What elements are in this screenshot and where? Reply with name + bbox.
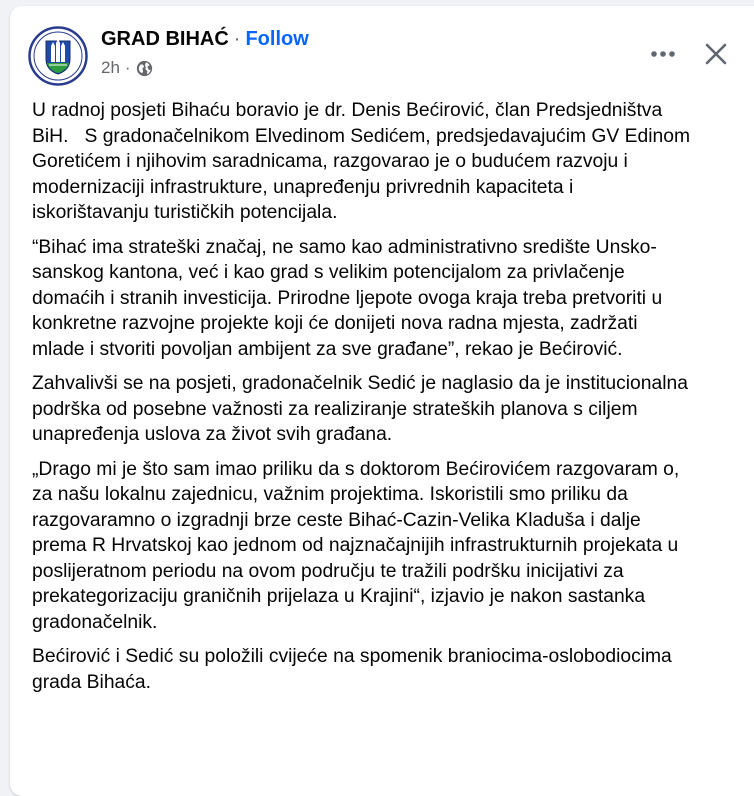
text-line: razgovaramno o izgradnji brze ceste Bihać-Cazin-Velika Kladuša i dalje xyxy=(32,509,641,531)
text-line: sanskog kantona, već i kao grad s velikim potencijalom za privlačenje xyxy=(32,262,625,283)
more-horizontal-icon xyxy=(650,50,676,58)
text-line: gradonačelnik. xyxy=(32,611,158,633)
text-line: BiH. S gradonačelnikom Elvedinom Sedićem, predsjedavajućim GV Edinom xyxy=(32,125,691,147)
text-line: U radnoj posjeti Bihaću boravio je dr. Denis Bećirović, član Predsjedništva xyxy=(32,100,663,121)
post-header xyxy=(10,6,754,96)
text-line: mlade i stvoriti povoljan ambijent za sve građane”, rekao je Bećirović. xyxy=(32,338,623,360)
city-coat-of-arms-logo xyxy=(28,26,88,86)
author-separator: · xyxy=(233,27,241,50)
text-line: konkretne razvojne projekte koji će donijeti nova radna mjesta, zadržati xyxy=(32,313,638,334)
text-line: grada Bihaća. xyxy=(32,671,151,693)
text-line: Bećirović i Sedić su položili cvijeće na spomenik braniocima-oslobodiocima xyxy=(32,646,672,667)
post-paragraph-4 xyxy=(32,457,754,636)
post-paragraph-5 xyxy=(32,644,754,695)
post-timestamp[interactable]: 2h xyxy=(101,58,120,77)
text-line: “Bihać ima strateški značaj, ne samo kao administrativno središte Unsko- xyxy=(32,236,657,258)
avatar[interactable] xyxy=(28,26,88,86)
text-line: poslijeratnom periodu na ovom području te tražili podršku inicijativi za xyxy=(32,560,624,582)
globe-icon[interactable] xyxy=(136,60,153,77)
post-card xyxy=(10,6,754,796)
text-line: modernizaciji infrastrukture, unapređenju privrednih kapaciteta i xyxy=(32,176,574,198)
post-paragraph-3 xyxy=(32,371,754,448)
text-line: unapređenja uslova za život svih građana. xyxy=(32,424,393,445)
meta-separator: · xyxy=(124,58,131,77)
post-meta xyxy=(101,57,153,79)
text-line: Goretićem i njihovim saradnicama, razgovarao je o budućem razvoju i xyxy=(32,151,628,172)
more-options-button[interactable] xyxy=(643,34,683,74)
text-line: za našu lokalnu zajednicu, važnim projektima. Iskoristili smo priliku da xyxy=(32,484,628,505)
text-line: domaćih i stranih investicija. Prirodne ljepote ovoga kraja treba pretvoriti u xyxy=(32,287,663,309)
close-button[interactable] xyxy=(696,34,736,74)
text-line: prema R Hrvatskoj kao jednom od najznačajnijih infrastrukturnih projekata u xyxy=(32,535,679,556)
text-line: prekategorizaciju graničnih prijelaza u Krajini“, izjavio je nakon sastanka xyxy=(32,586,646,607)
author-name[interactable]: GRAD BIHAĆ xyxy=(101,27,229,50)
text-line: podrška od posebne važnosti za realiziranje strateških planova s ciljem xyxy=(32,398,638,420)
follow-button[interactable]: Follow xyxy=(245,27,309,50)
author-line xyxy=(101,26,309,52)
text-line: Zahvalivši se na posjeti, gradonačelnik Sedić je naglasio da je institucionalna xyxy=(32,373,688,394)
close-icon xyxy=(705,43,727,65)
post-paragraph-2 xyxy=(32,235,754,363)
post-text xyxy=(32,98,754,704)
text-line: iskorištavanju turističkih potencijala. xyxy=(32,202,338,223)
text-line: „Drago mi je što sam imao priliku da s doktorom Bećirovićem razgovaram o, xyxy=(32,458,680,480)
post-paragraph-1 xyxy=(32,98,754,226)
